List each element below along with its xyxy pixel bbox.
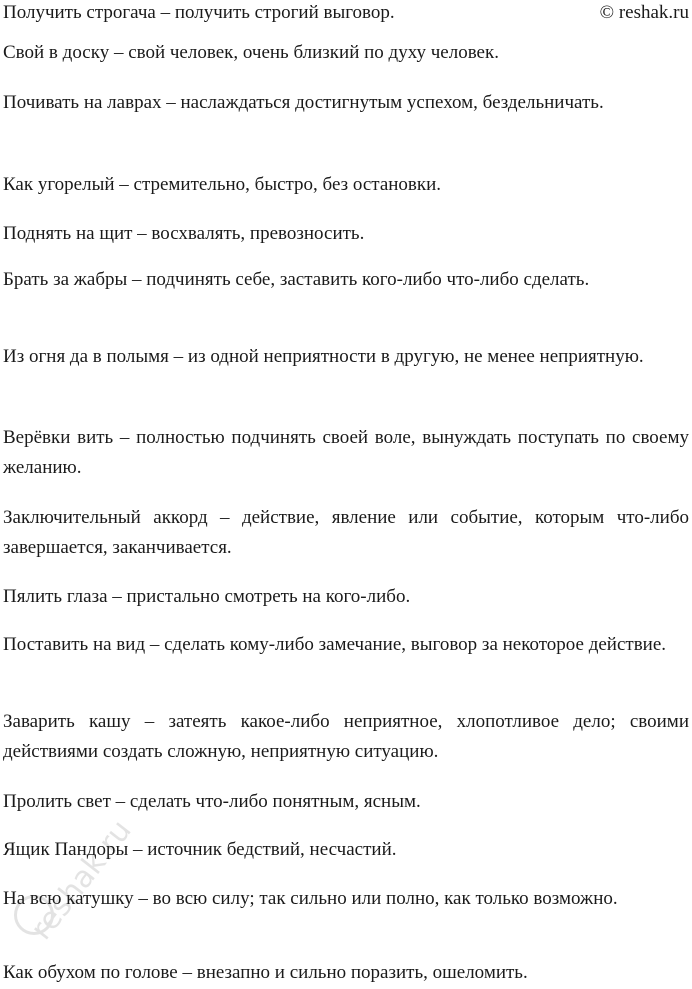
watermark-text: reshak.ru — [24, 813, 139, 947]
entry-text: Свой в доску – свой человек, очень близкий по духу человек. — [3, 42, 499, 63]
entry-text: Брать за жабры – подчинять себе, заставить кого-либо что-либо сделать. — [3, 269, 590, 290]
idiom-entry — [3, 835, 689, 865]
entry-text: Из огня да в полымя – из одной неприятности в другую, не менее неприятную. — [3, 346, 644, 367]
entry-text: Верёвки вить – полностью подчинять своей воле, вынуждать поступать по своему желанию. — [3, 427, 689, 478]
idiom-entry — [3, 503, 689, 563]
idiom-entry — [3, 787, 689, 817]
idiom-entry — [3, 170, 689, 200]
idiom-entry — [3, 630, 689, 660]
idiom-entry — [3, 884, 689, 914]
header-line — [3, 0, 689, 26]
idiom-entry — [3, 423, 689, 483]
entry-text: Почивать на лаврах – наслаждаться достигнутым успехом, бездельничать. — [3, 92, 604, 113]
entry-text: Пялить глаза – пристально смотреть на кого-либо. — [3, 586, 411, 607]
idiom-entry — [3, 958, 689, 988]
idiom-entry — [3, 38, 689, 68]
idiom-entry — [3, 219, 689, 249]
copyright-label: © reshak.ru — [599, 2, 689, 23]
entry-text: Получить строгача – получить строгий выговор. — [3, 2, 395, 23]
idiom-entry — [3, 88, 689, 118]
entry-text: Пролить свет – сделать что-либо понятным, ясным. — [3, 791, 421, 812]
entry-text: Как угорелый – стремительно, быстро, без остановки. — [3, 174, 442, 195]
idiom-entry — [3, 707, 689, 767]
entry-text: Поднять на щит – восхвалять, превозносить. — [3, 223, 365, 244]
entry-text: Ящик Пандоры – источник бедствий, несчастий. — [3, 839, 397, 860]
entry-text: Поставить на вид – сделать кому-либо замечание, выговор за некоторое действие. — [3, 634, 667, 655]
idiom-entry — [3, 582, 689, 612]
entry-text: Как обухом по голове – внезапно и сильно поразить, ошеломить. — [3, 962, 528, 983]
idiom-entry — [3, 265, 689, 295]
idiom-entry — [3, 342, 689, 372]
entry-text: На всю катушку – во всю силу; так сильно или полно, как только возможно. — [3, 888, 618, 909]
entry-text: Заключительный аккорд – действие, явление или событие, которым что-либо завершается, заканчивается. — [3, 507, 689, 558]
entry-text: Заварить кашу – затеять какое-либо неприятное, хлопотливое дело; своими действиями создать сложную, неприятную ситуацию. — [3, 711, 689, 762]
